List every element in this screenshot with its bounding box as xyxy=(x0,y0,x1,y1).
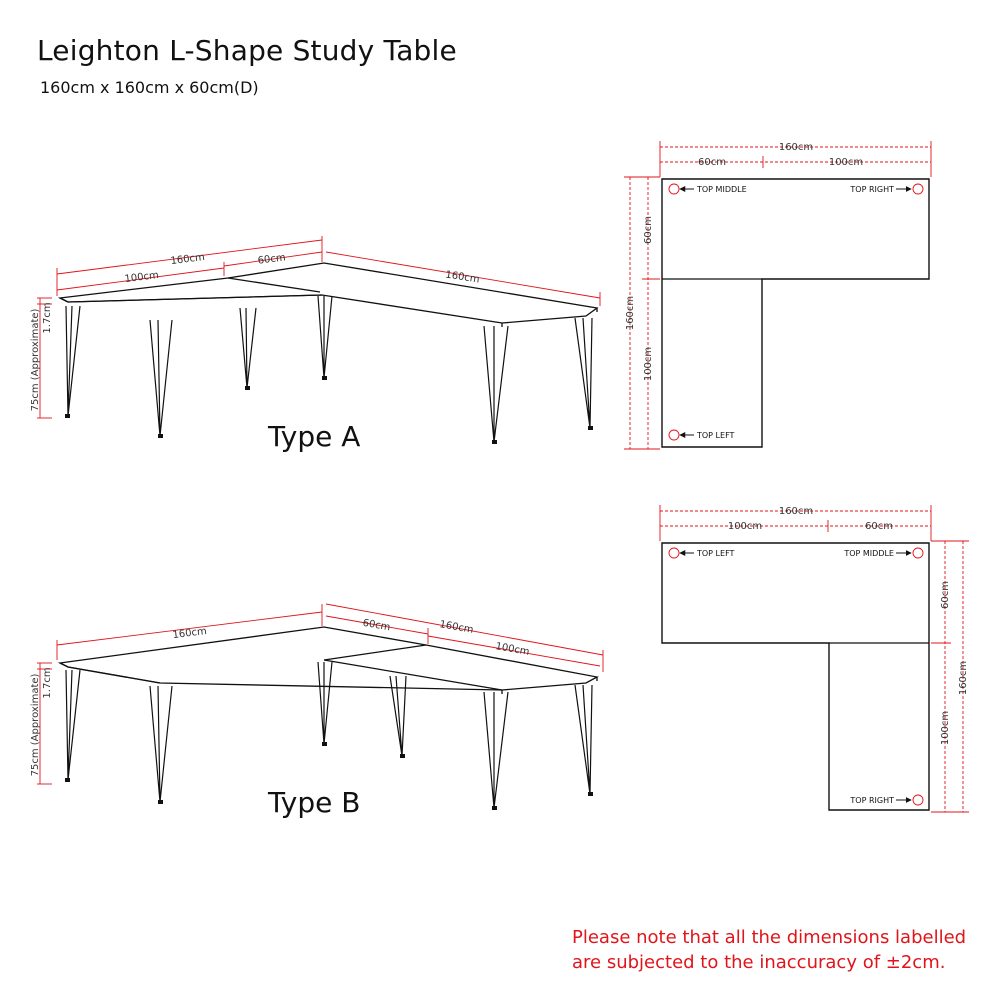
type-b-tabletop xyxy=(60,627,597,690)
type-a-label: Type A xyxy=(268,420,361,453)
type-a-plan-dim-seg2: 100cm xyxy=(828,157,864,168)
type-b-plan-dim-seg-v: 100cm xyxy=(940,710,951,746)
type-b-plan-dim-depth: 60cm xyxy=(940,581,951,609)
type-a-point-top-right: TOP RIGHT xyxy=(850,185,894,194)
type-b-point-top-middle: TOP MIDDLE xyxy=(844,549,894,558)
type-a-plan-dim-seg-v: 100cm xyxy=(643,346,654,382)
type-b-dim-height: 75cm (Approximate) xyxy=(30,673,41,777)
type-b-dim-100: 100cm xyxy=(494,641,531,658)
type-b-dim-thickness: 1.7cm xyxy=(42,667,53,699)
type-a-dim-100: 100cm xyxy=(123,269,160,286)
type-b-plan-dim-seg2: 60cm xyxy=(865,521,893,532)
accuracy-note xyxy=(572,925,992,975)
type-b-plan xyxy=(660,505,969,812)
accuracy-note-line-1: Please note that all the dimensions labelled xyxy=(572,927,967,948)
type-a-dim-thickness: 1.7cm xyxy=(42,302,53,334)
type-a-point-top-middle: TOP MIDDLE xyxy=(697,185,747,194)
type-a-point-top-left: TOP LEFT xyxy=(697,431,735,440)
type-b-perspective xyxy=(30,604,603,819)
page-subtitle: 160cm x 160cm x 60cm(D) xyxy=(40,78,259,97)
page-title: Leighton L-Shape Study Table xyxy=(37,34,457,67)
type-b-plan-dim-total: 160cm xyxy=(778,506,814,517)
type-a-dim-160-right: 160cm xyxy=(444,269,481,286)
type-b-dim-60: 60cm xyxy=(361,617,392,634)
type-a-plan-dim-depth: 60cm xyxy=(643,216,654,244)
type-b-dim-160-right: 160cm xyxy=(438,619,475,636)
type-a-dim-60: 60cm xyxy=(257,252,287,267)
type-a-plan-dim-seg1: 60cm xyxy=(698,157,726,168)
type-a-perspective xyxy=(30,236,600,453)
type-b-plan-dim-seg1: 100cm xyxy=(727,521,763,532)
type-b-dim-160-top: 160cm xyxy=(171,625,208,642)
type-b-label: Type B xyxy=(268,786,361,819)
type-a-plan xyxy=(624,141,931,449)
type-b-point-top-right: TOP RIGHT xyxy=(850,796,894,805)
type-b-point-top-left: TOP LEFT xyxy=(697,549,735,558)
type-b-plan-outline xyxy=(662,543,929,810)
accuracy-note-line-2: are subjected to the inaccuracy of ±2cm. xyxy=(572,952,946,973)
type-b-plan-dim-total-v: 160cm xyxy=(958,660,969,696)
type-a-plan-outline xyxy=(662,179,929,447)
type-a-plan-dim-total: 160cm xyxy=(778,142,814,153)
type-a-dim-160-top: 160cm xyxy=(169,251,206,268)
type-a-dim-height: 75cm (Approximate) xyxy=(30,308,41,412)
type-a-plan-dim-total-v: 160cm xyxy=(625,295,636,331)
